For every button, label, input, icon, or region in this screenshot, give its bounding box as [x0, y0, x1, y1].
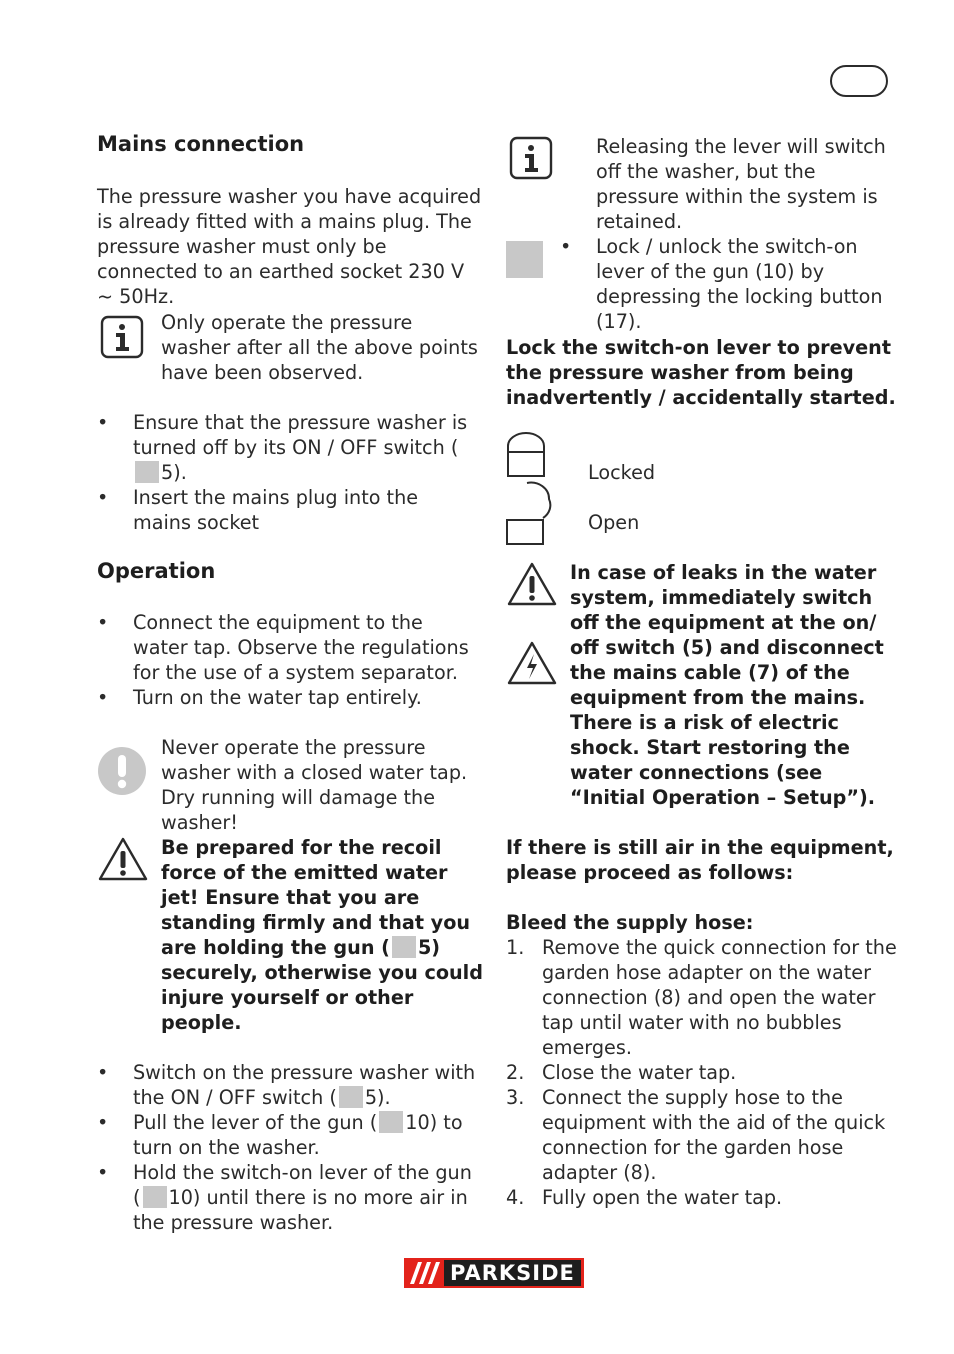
- parkside-logo: [404, 1258, 584, 1288]
- list-item: • Pull the lever of the gun ( 10) to turn on the washer.: [97, 1110, 482, 1160]
- figure-reference-icon: [135, 461, 159, 483]
- warning-triangle-icon: [506, 561, 558, 607]
- locked-label: Locked: [588, 461, 656, 484]
- info-note: Only operate the pressure washer after all the above points have been observed.: [161, 311, 478, 384]
- figure-reference-icon: [339, 1086, 363, 1108]
- leak-warning: In case of leaks in the water system, immediately switch off the equipment at the on/ off switch (5) and disconnect the mains cable (7) of the equipment from the mains. There is a risk of electric shock. Start restoring the water connections (see “Initial Operation – Setup”).: [570, 561, 884, 809]
- list-item: 3. Connect the supply hose to the equipment with the aid of the quick connection for the garden hose adapter (8).: [506, 1086, 886, 1184]
- mains-bullet-list: [97, 410, 482, 535]
- list-item: • Hold the switch-on lever of the gun ( 10) until there is no more air in the pressure washer.: [97, 1160, 482, 1235]
- lock-open-icon: [505, 480, 561, 546]
- caution-icon: [97, 746, 147, 796]
- recoil-warning: Be prepared for the recoil force of the emitted water jet! Ensure that you are standing firmly and that you are holding the gun ( 5) securely, otherwise you could injure yourself or other people.: [161, 836, 483, 1034]
- mains-connection-text: The pressure washer you have acquired is already fitted with a mains plug. The pressure washer must only be connected to an earthed socket 230 V ~ 50Hz.: [97, 185, 482, 308]
- operation-bullet-list: [97, 610, 482, 710]
- lock-lever-instruction: Lock the switch-on lever to prevent the pressure washer from being inadvertently / accidentally started.: [506, 336, 896, 409]
- list-item: • Turn on the water tap entirely.: [97, 685, 482, 710]
- caution-note: Never operate the pressure washer with a closed water tap. Dry running will damage the washer!: [161, 736, 468, 834]
- language-badge: [830, 65, 888, 97]
- mains-connection-heading: Mains connection: [97, 132, 305, 156]
- lock-closed-icon: [505, 430, 547, 478]
- warning-triangle-icon: [97, 836, 149, 882]
- list-item: 1. Remove the quick connection for the garden hose adapter on the water connection (8) and open the water tap until water with no bubbles emerges.: [506, 936, 897, 1059]
- open-label: Open: [588, 511, 640, 534]
- figure-reference-icon: [143, 1186, 167, 1208]
- lock-bullet-list: [560, 234, 900, 334]
- info-icon: [509, 136, 553, 180]
- list-item: 2. Close the water tap.: [506, 1061, 737, 1084]
- info-icon: [100, 315, 144, 359]
- list-item: • Switch on the pressure washer with the ON / OFF switch ( 5).: [97, 1060, 482, 1110]
- brand-name: PARKSIDE: [444, 1260, 581, 1286]
- figure-reference-icon: [506, 241, 543, 278]
- switch-bullet-list: [97, 1060, 482, 1235]
- list-item: • Ensure that the pressure washer is turned off by its ON / OFF switch (5).: [97, 410, 482, 485]
- logo-stripes-icon: [404, 1258, 442, 1288]
- electric-shock-icon: [506, 640, 558, 686]
- figure-reference-icon: [392, 936, 416, 958]
- bleed-heading: Bleed the supply hose:: [506, 911, 754, 934]
- list-item: 4. Fully open the water tap.: [506, 1186, 783, 1209]
- list-item: • Connect the equipment to the water tap. Observe the regulations for the use of a system separator.: [97, 610, 482, 685]
- bleed-steps-list: [506, 935, 898, 1210]
- operation-heading: Operation: [97, 559, 216, 583]
- figure-reference-icon: [379, 1111, 403, 1133]
- release-lever-note: Releasing the lever will switch off the washer, but the pressure within the system is retained.: [596, 135, 886, 233]
- air-in-equipment-note: If there is still air in the equipment, please proceed as follows:: [506, 836, 894, 884]
- list-item: • Lock / unlock the switch-on lever of the gun (10) by depressing the locking button (17).: [560, 234, 900, 334]
- list-item: • Insert the mains plug into the mains socket: [97, 485, 482, 535]
